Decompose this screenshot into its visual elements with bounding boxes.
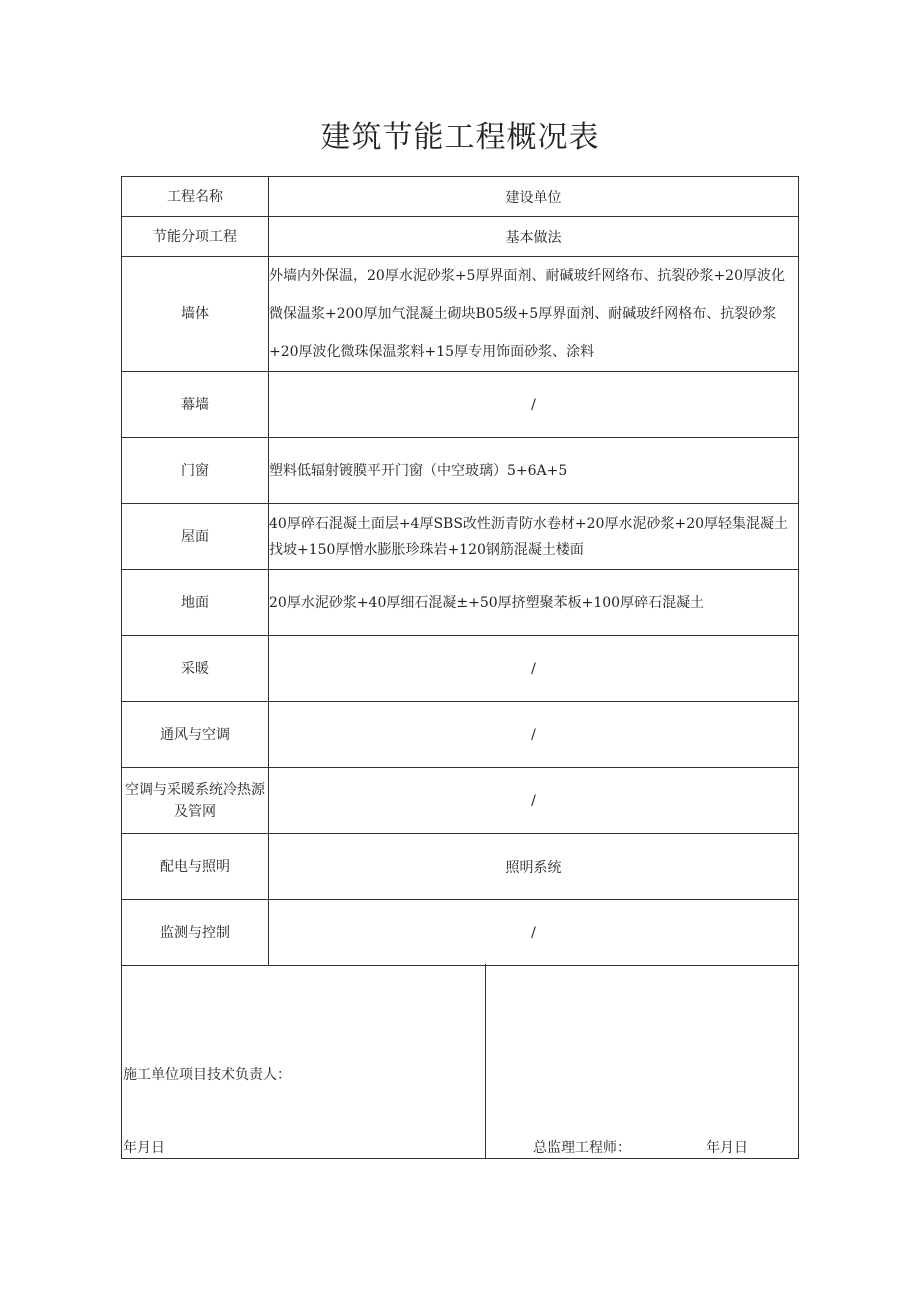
table-row [122,834,799,900]
row-label-wall: 墙体 [122,257,269,372]
row-value-basic-method: 基本做法 [269,217,799,257]
row-value-roof: 40厚碎石混凝土面层+4厚SBS改性沥青防水卷材+20厚水泥砂浆+20厚轻集混凝土找坡+150厚憎水膨胀珍珠岩+120钢筋混凝土楼面 [269,504,799,570]
table-row [122,217,799,257]
table-row [122,768,799,834]
table-row [122,504,799,570]
row-label-lighting: 配电与照明 [122,834,269,900]
signature-left-cell [122,964,486,1159]
table-row [122,702,799,768]
page-title: 建筑节能工程概况表 [320,120,600,155]
row-label-monitoring: 监测与控制 [122,900,269,966]
row-label-heating: 采暖 [122,636,269,702]
row-label-hvac-source: 空调与采暖系统冷热源及管网 [122,768,269,834]
row-value-monitoring: / [269,900,799,966]
table-row [122,570,799,636]
row-value-curtain-wall: / [269,372,799,438]
table-row [122,636,799,702]
table-row [122,900,799,966]
date-right: 年月日 [706,1140,748,1156]
signature-row [122,964,799,1159]
row-value-lighting: 照明系统 [269,834,799,900]
signature-table [121,964,799,1159]
chief-engineer-label: 总监理工程师： [533,1140,631,1156]
row-value-builder: 建设单位 [269,177,799,217]
row-value-hvac-source: / [269,768,799,834]
table-row [122,372,799,438]
date-left: 年月日 [123,1140,165,1156]
row-value-doors-windows: 塑料低辐射镀膜平开门窗（中空玻璃）5+6A+5 [269,438,799,504]
project-overview-table [121,176,799,966]
row-value-floor: 20厚水泥砂浆+40厚细石混凝±+50厚挤塑聚苯板+100厚碎石混凝土 [269,570,799,636]
row-label-subsection: 节能分项工程 [122,217,269,257]
table-row [122,257,799,372]
signature-right-cell [486,964,799,1159]
row-label-ventilation: 通风与空调 [122,702,269,768]
table-row [122,438,799,504]
row-label-doors-windows: 门窗 [122,438,269,504]
row-label-project-name: 工程名称 [122,177,269,217]
row-value-wall: 外墙内外保温，20厚水泥砂浆+5厚界面剂、耐碱玻纤网络布、抗裂砂浆+20厚波化微保温浆+200厚加气混凝土砌块B05级+5厚界面剂、耐碱玻纤网格布、抗裂砂浆+20厚波化微珠保温浆料+15厚专用饰面砂浆、涂料 [269,257,799,372]
table-row [122,177,799,217]
tech-lead-label: 施工单位项目技术负责人： [123,1067,291,1083]
row-value-heating: / [269,636,799,702]
row-label-curtain-wall: 幕墙 [122,372,269,438]
row-value-ventilation: / [269,702,799,768]
row-label-roof: 屋面 [122,504,269,570]
row-label-floor: 地面 [122,570,269,636]
